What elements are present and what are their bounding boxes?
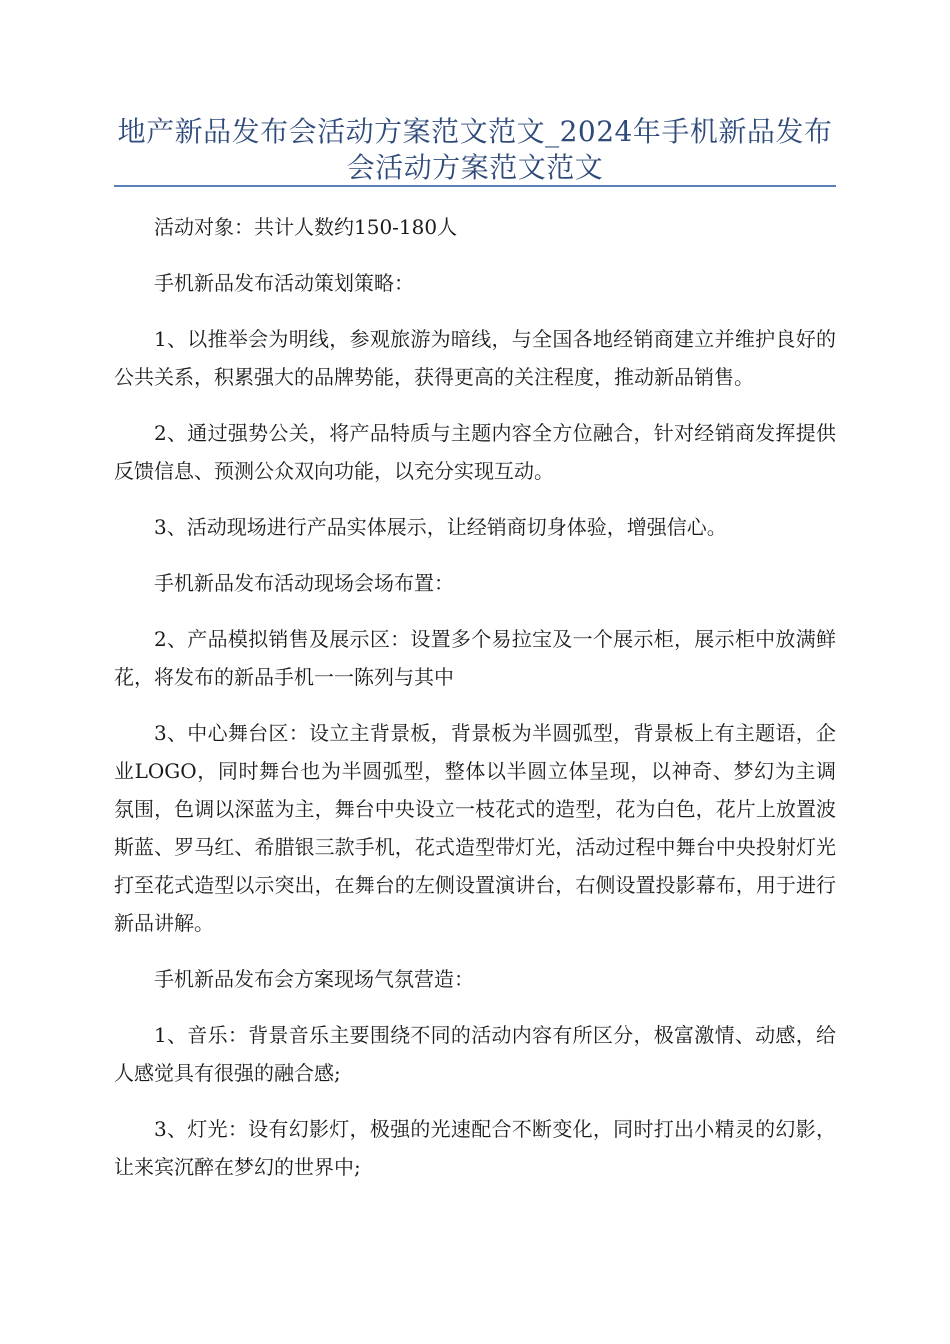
- document-title: 地产新品发布会活动方案范文范文_2024年手机新品发布会活动方案范文范文: [117, 115, 833, 184]
- title-underline: [114, 185, 836, 187]
- paragraph-strategy-1: 1、以推举会为明线，参观旅游为暗线，与全国各地经销商建立并维护良好的公共关系，积累强大的品牌势能，获得更高的关注程度，推动新品销售。: [114, 327, 836, 389]
- document-body: [114, 208, 836, 1204]
- paragraph-venue-3: 3、中心舞台区：设立主背景板，背景板为半圆弧型，背景板上有主题语，企业LOGO，同时舞台也为半圆弧型，整体以半圆立体呈现，以神奇、梦幻为主调氛围，色调以深蓝为主，舞台中央设立一枝花式的造型，花为白色，花片上放置波斯蓝、罗马红、希腊银三款手机，花式造型带灯光，活动过程中舞台中央投射灯光打至花式造型以示突出，在舞台的左侧设置演讲台，右侧设置投影幕布，用于进行新品讲解。: [114, 721, 836, 935]
- paragraph-strategy-heading: 手机新品发布活动策划策略：: [154, 271, 414, 295]
- paragraph-atmosphere-1: 1、音乐：背景音乐主要围绕不同的活动内容有所区分，极富激情、动感，给人感觉具有很强的融合感;: [114, 1023, 836, 1085]
- paragraph-participants: 活动对象：共计人数约150-180人: [154, 215, 458, 239]
- paragraph-atmosphere-heading: 手机新品发布会方案现场气氛营造：: [154, 967, 474, 991]
- paragraph-strategy-2: 2、通过强势公关，将产品特质与主题内容全方位融合，针对经销商发挥提供反馈信息、预测公众双向功能，以充分实现互动。: [114, 421, 836, 483]
- paragraph-strategy-3: 3、活动现场进行产品实体展示，让经销商切身体验，增强信心。: [154, 515, 727, 539]
- paragraph-venue-2: 2、产品模拟销售及展示区：设置多个易拉宝及一个展示柜，展示柜中放满鲜花，将发布的新品手机一一陈列与其中: [114, 627, 836, 689]
- paragraph-atmosphere-3: 3、灯光：设有幻影灯，极强的光速配合不断变化，同时打出小精灵的幻影，让来宾沉醉在梦幻的世界中;: [114, 1117, 836, 1179]
- paragraph-venue-heading: 手机新品发布活动现场会场布置：: [154, 571, 454, 595]
